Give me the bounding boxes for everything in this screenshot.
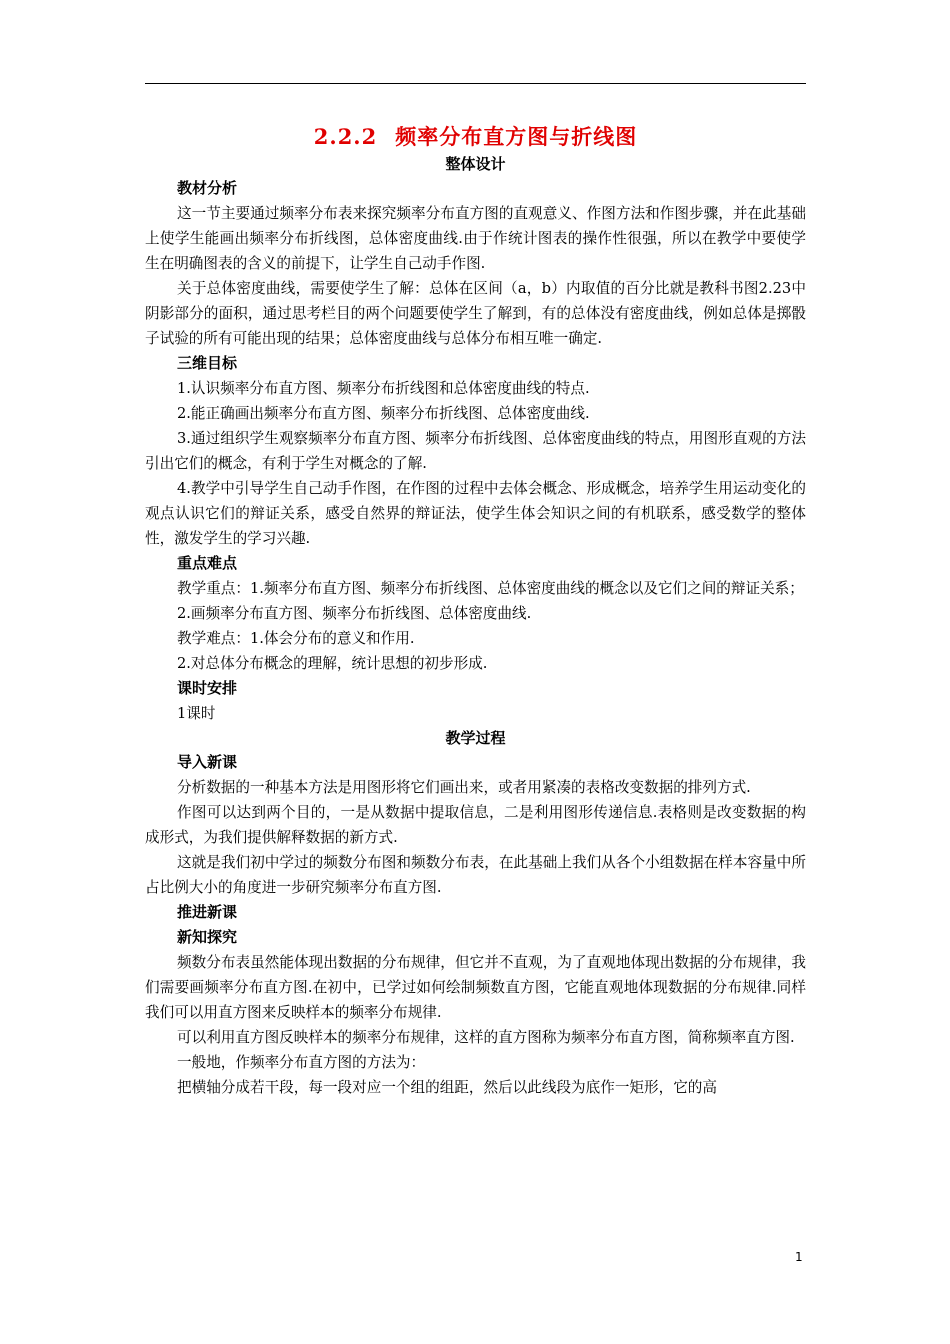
section-heading: 课时安排 <box>177 679 238 697</box>
section-heading: 三维目标 <box>177 354 238 372</box>
paragraph: 分析数据的一种基本方法是用图形将它们画出来，或者用紧凑的表格改变数据的排列方式. <box>177 779 751 796</box>
process-heading: 教学过程 <box>445 729 506 747</box>
document-title <box>145 122 806 152</box>
paragraph: 1.认识频率分布直方图、频率分布折线图和总体密度曲线的特点. <box>177 380 590 397</box>
paragraph: 教学重点：1.频率分布直方图、频率分布折线图、总体密度曲线的概念以及它们之间的辩证关系； <box>177 580 804 597</box>
page-number: 1 <box>795 1250 803 1264</box>
section-heading: 重点难点 <box>177 554 238 572</box>
section-heading: 导入新课 <box>177 753 238 771</box>
paragraph: 教学难点：1.体会分布的意义和作用. <box>177 630 415 647</box>
paragraph: 作图可以达到两个目的，一是从数据中提取信息，二是利用图形传递信息.表格则是改变数据的构成形式，为我们提供解释数据的新方式. <box>145 804 806 846</box>
paragraph: 2.对总体分布概念的理解，统计思想的初步形成. <box>177 655 488 672</box>
section-heading: 教材分析 <box>177 179 238 197</box>
header-rule <box>145 83 806 84</box>
paragraph: 关于总体密度曲线，需要使学生了解：总体在区间（a，b）内取值的百分比就是教科书图2.23中阴影部分的面积，通过思考栏目的两个问题要使学生了解到，有的总体没有密度曲线，例如总体是掷骰子试验的所有可能出现的结果；总体密度曲线与总体分布相互唯一确定. <box>145 280 806 347</box>
paragraph: 这就是我们初中学过的频数分布图和频数分布表，在此基础上我们从各个小组数据在样本容量中所占比例大小的角度进一步研究频率分布直方图. <box>145 854 806 896</box>
title-text: 频率分布直方图与折线图 <box>395 124 638 149</box>
paragraph: 把横轴分成若干段，每一段对应一个组的组距，然后以此线段为底作一矩形，它的高 <box>177 1079 717 1096</box>
paragraph: 2.能正确画出频率分布直方图、频率分布折线图、总体密度曲线. <box>177 405 590 422</box>
paragraph: 4.教学中引导学生自己动手作图，在作图的过程中去体会概念、形成概念，培养学生用运动变化的观点认识它们的辩证关系，感受自然界的辩证法，使学生体会知识之间的有机联系，感受数学的整体性，激发学生的学习兴趣. <box>145 480 806 547</box>
document-body <box>145 122 806 1100</box>
paragraph: 3.通过组织学生观察频率分布直方图、频率分布折线图、总体密度曲线的特点，用图形直观的方法引出它们的概念，有利于学生对概念的了解. <box>145 430 806 472</box>
paragraph: 频数分布表虽然能体现出数据的分布规律，但它并不直观，为了直观地体现出数据的分布规律，我们需要画频率分布直方图.在初中，已学过如何绘制频数直方图，它能直观地体现数据的分布规律.同样我们可以用直方图来反映样本的频率分布规律. <box>145 954 806 1021</box>
title-number: 2.2.2 <box>313 124 378 149</box>
paragraph: 可以利用直方图反映样本的频率分布规律，这样的直方图称为频率分布直方图，简称频率直方图. <box>177 1029 795 1046</box>
section-heading: 推进新课 <box>177 903 238 921</box>
paragraph: 2.画频率分布直方图、频率分布折线图、总体密度曲线. <box>177 605 532 622</box>
paragraph: 1课时 <box>177 705 216 722</box>
section-heading: 新知探究 <box>177 928 238 946</box>
subtitle: 整体设计 <box>445 155 506 173</box>
paragraph: 这一节主要通过频率分布表来探究频率分布直方图的直观意义、作图方法和作图步骤，并在此基础上使学生能画出频率分布折线图，总体密度曲线.由于作统计图表的操作性很强，所以在教学中要使学生在明确图表的含义的前提下，让学生自己动手作图. <box>145 205 806 272</box>
paragraph: 一般地，作频率分布直方图的方法为： <box>177 1054 426 1071</box>
